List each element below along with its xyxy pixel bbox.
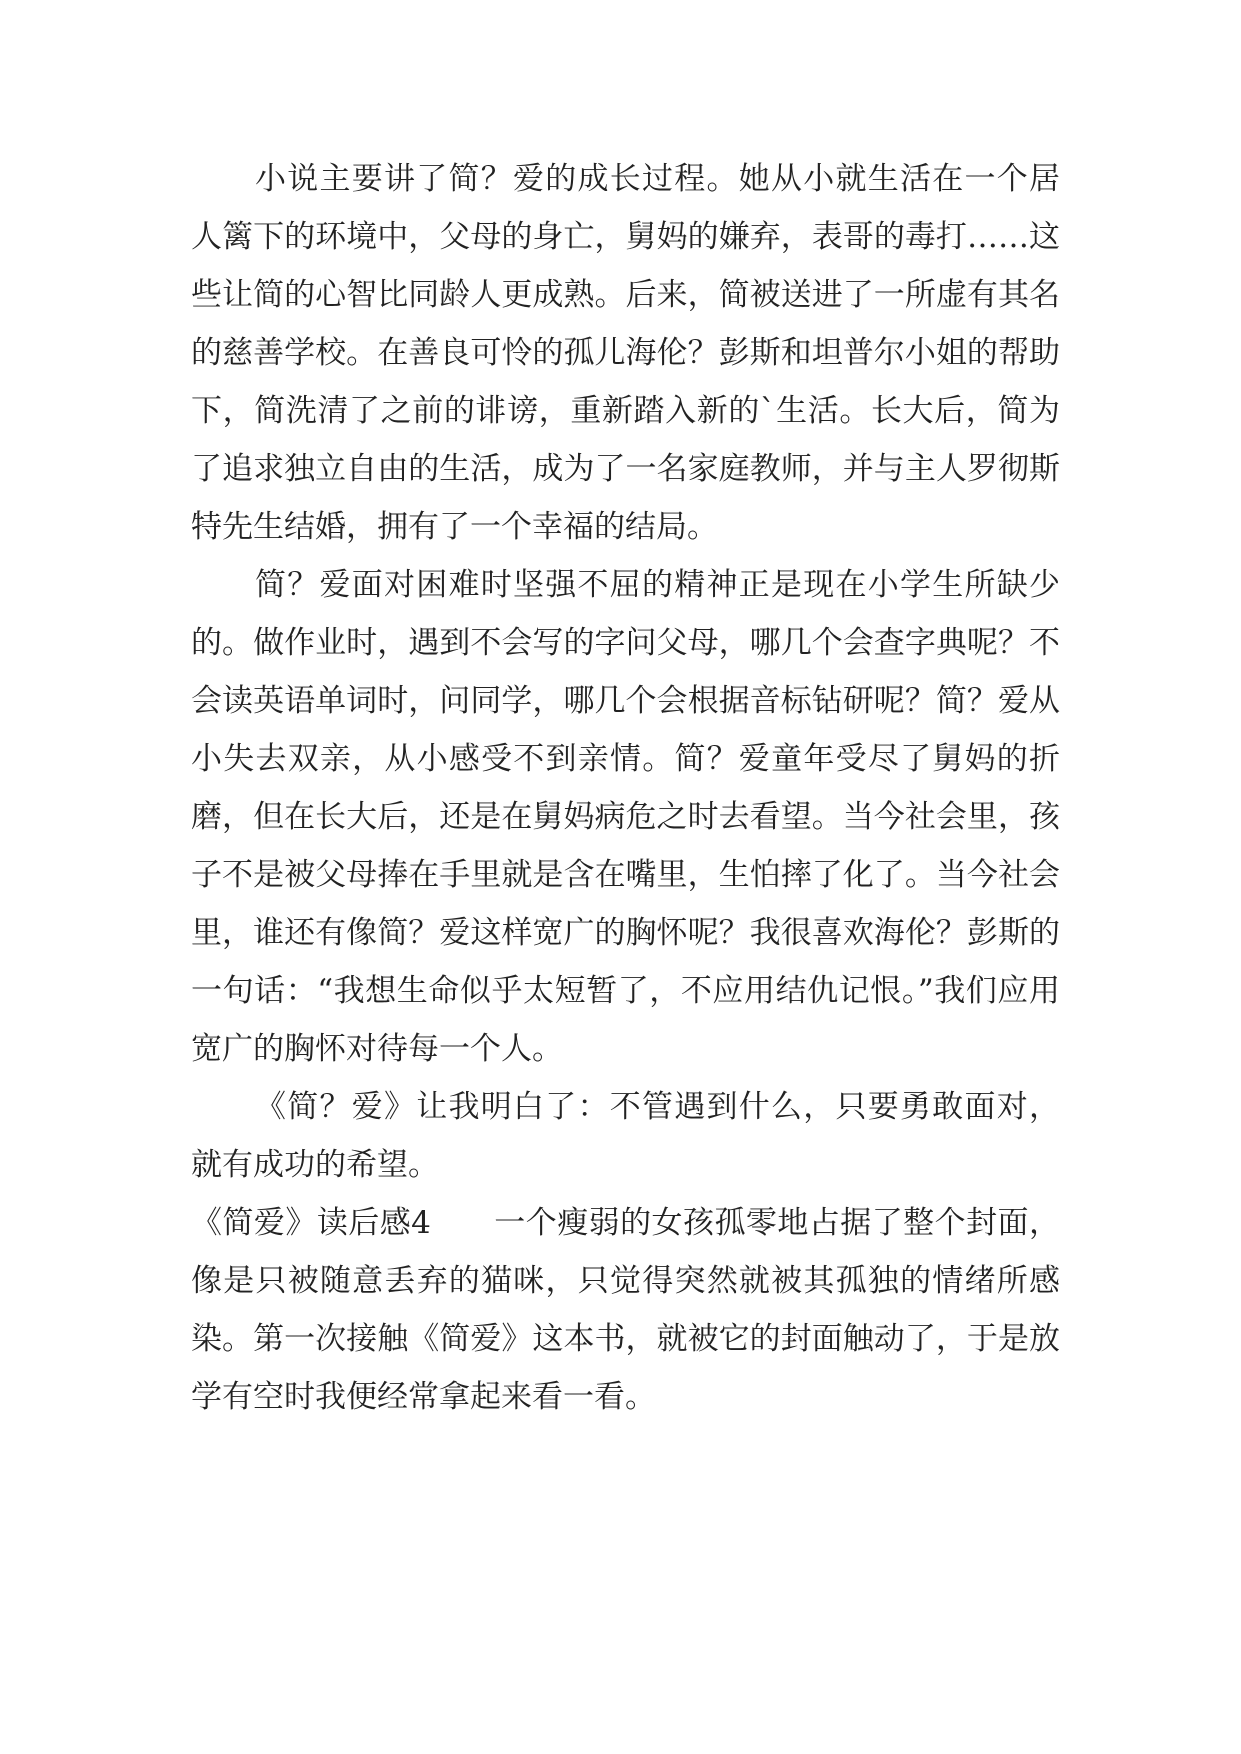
section-title: 《简爱》读后感4 (191, 1205, 431, 1241)
paragraph-conclusion: 《简？爱》让我明白了：不管遇到什么，只要勇敢面对，就有成功的希望。 (191, 1089, 1060, 1183)
section-body: 一个瘦弱的女孩孤零地占据了整个封面，像是只被随意丢弃的猫咪，只觉得突然就被其孤独的情绪所感染。第一次接触《简爱》这本书，就被它的封面触动了，于是放学有空时我便经常拿起来看一看。 (191, 1205, 1061, 1415)
section-paragraph (191, 1194, 1060, 1426)
paragraph-reflection: 简？爱面对困难时坚强不屈的精神正是现在小学生所缺少的。做作业时，遇到不会写的字问父母，哪几个会查字典呢？不会读英语单词时，问同学，哪几个会根据音标钻研呢？简？爱从小失去双亲，从小感受不到亲情。简？爱童年受尽了舅妈的折磨，但在长大后，还是在舅妈病危之时去看望。当今社会里，孩子不是被父母捧在手里就是含在嘴里，生怕摔了化了。当今社会里，谁还有像简？爱这样宽广的胸怀呢？我很喜欢海伦？彭斯的一句话：“我想生命似乎太短暂了，不应用结仇记恨。”我们应用宽广的胸怀对待每一个人。 (191, 567, 1060, 1067)
document-page (191, 150, 1060, 1426)
paragraph-summary: 小说主要讲了简？爱的成长过程。她从小就生活在一个居人篱下的环境中，父母的身亡，舅妈的嫌弃，表哥的毒打……这些让简的心智比同龄人更成熟。后来，简被送进了一所虚有其名的慈善学校。在善良可怜的孤儿海伦？彭斯和坦普尔小姐的帮助下，简洗清了之前的诽谤，重新踏入新的`生活。长大后，简为了追求独立自由的生活，成为了一名家庭教师，并与主人罗彻斯特先生结婚，拥有了一个幸福的结局。 (191, 161, 1060, 545)
section-spacer (431, 1205, 494, 1241)
